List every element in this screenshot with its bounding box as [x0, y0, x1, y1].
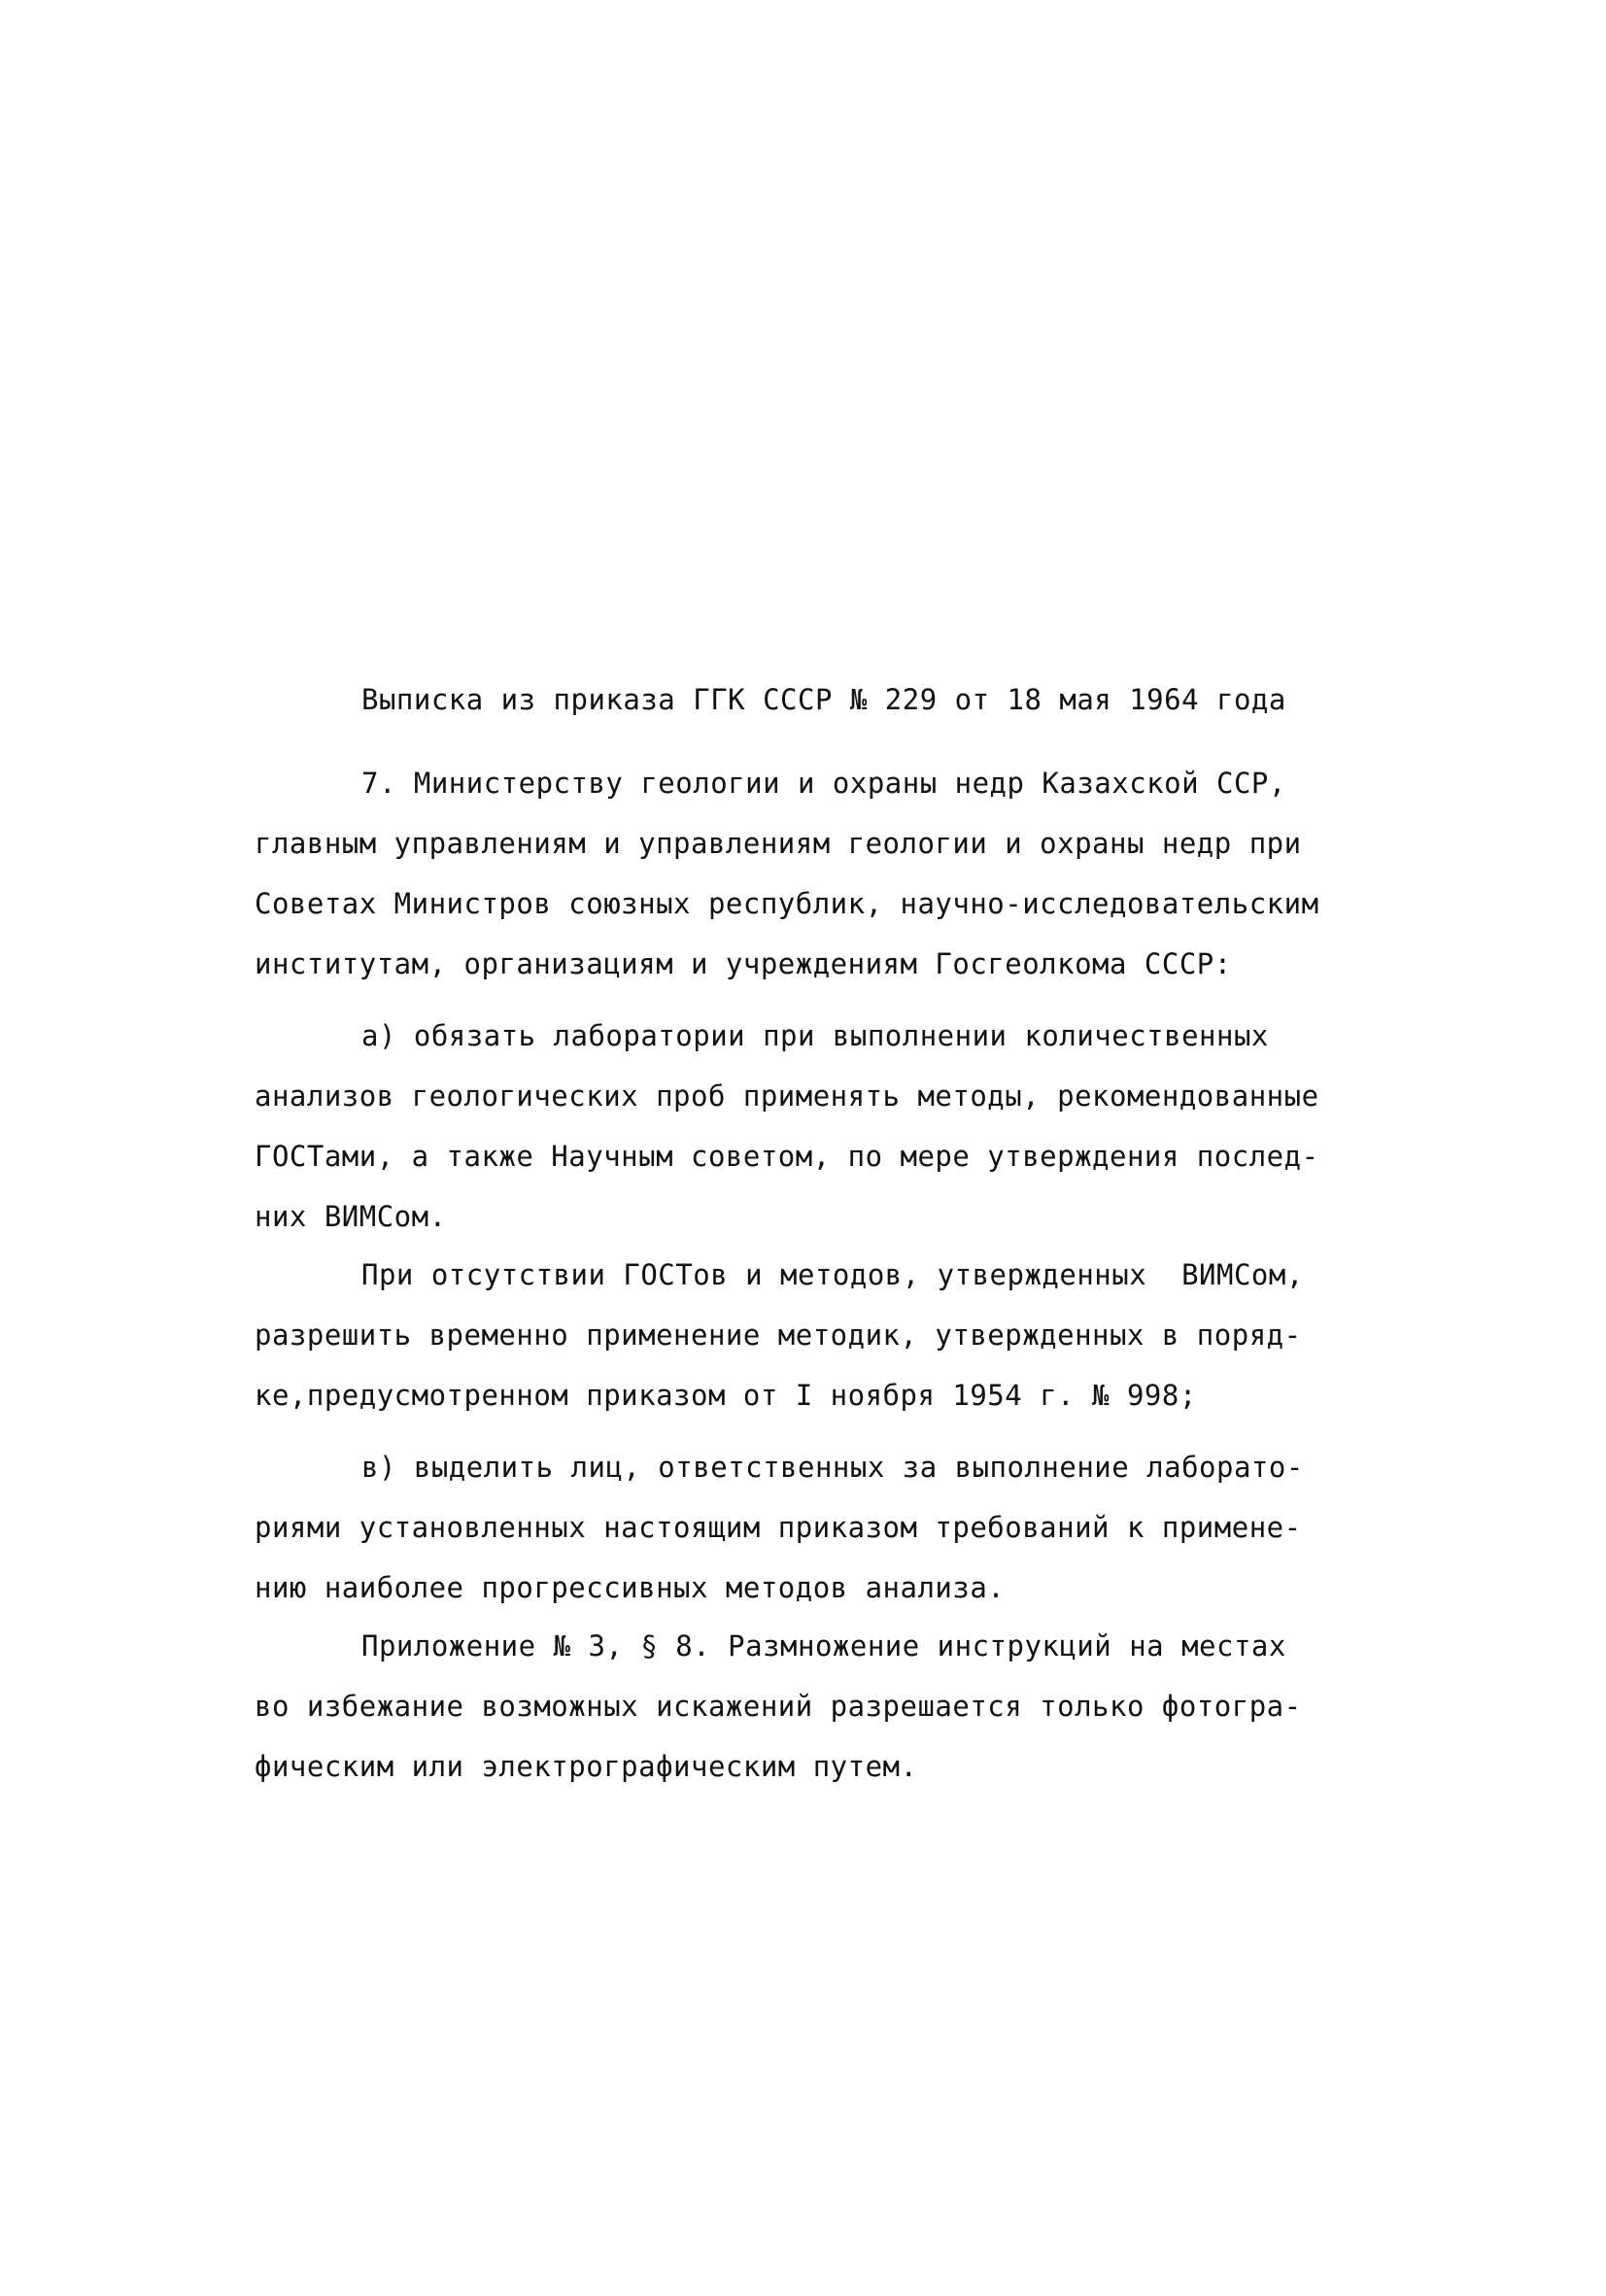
paragraph-line: ГОСТами, а также Научным советом, по мере утверждения послед- [255, 1140, 1319, 1173]
paragraph-line: нию наиболее прогрессивных методов анализа. [255, 1571, 1006, 1604]
paragraph-line: риями установленных настоящим приказом требований к примене- [255, 1511, 1302, 1544]
paragraph-line: анализов геологических проб применять методы, рекомендованные [255, 1079, 1319, 1113]
paragraph-line: фическим или электрографическим путем. [255, 1750, 918, 1783]
paragraph-line: Приложение № 3, § 8. Размножение инструкций на местах [361, 1629, 1286, 1662]
paragraph-line: разрешить временно применение методик, утвержденных в поряд- [255, 1319, 1302, 1352]
paragraph-line: При отсутствии ГОСТов и методов, утвержденных ВИМСом, [361, 1258, 1304, 1291]
document-title: Выписка из приказа ГГК СССР № 229 от 18 мая 1964 года [361, 683, 1286, 716]
paragraph-line: Советах Министров союзных республик, научно-исследовательским [255, 887, 1319, 920]
paragraph-line: а) обязать лаборатории при выполнении количественных [361, 1019, 1269, 1052]
paragraph-line: в) выделить лиц, ответственных за выполнение лаборато- [361, 1451, 1304, 1484]
paragraph-line: во избежание возможных искажений разрешается только фотогра- [255, 1690, 1302, 1723]
paragraph-line: ке,предусмотренном приказом от I ноября 1954 г. № 998; [255, 1379, 1197, 1412]
paragraph-line: институтам, организациям и учреждениям Госгеолкома СССР: [255, 947, 1232, 980]
paragraph-line: 7. Министерству геологии и охраны недр Казахской ССР, [361, 767, 1286, 800]
paragraph-line: главным управлениям и управлениям геологии и охраны недр при [255, 827, 1302, 860]
paragraph-line: них ВИМСом. [255, 1200, 447, 1233]
